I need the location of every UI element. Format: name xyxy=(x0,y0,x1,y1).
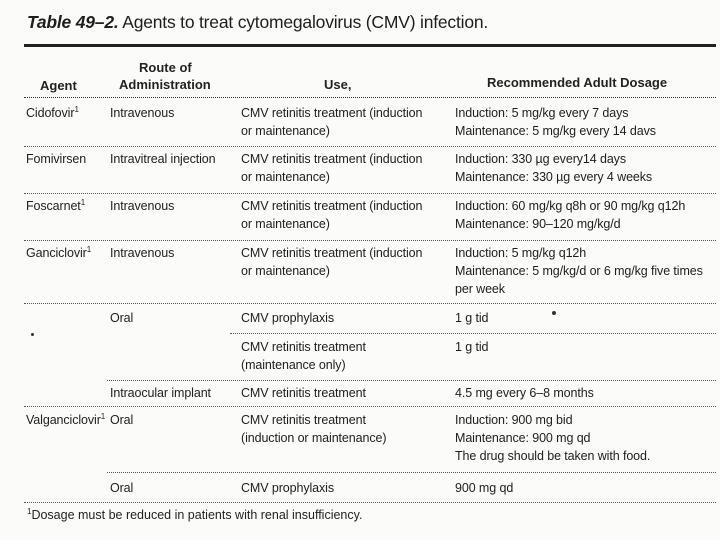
use-line: or maintenance) xyxy=(241,170,330,184)
dosage-line: per week xyxy=(455,282,505,296)
dosage-line: Maintenance: 5 mg/kg/d or 6 mg/kg five times xyxy=(455,264,703,278)
use-line: (induction or maintenance) xyxy=(241,431,387,445)
header-route-line1: Route of xyxy=(139,60,192,75)
use-line: CMV retinitis treatment xyxy=(241,413,366,427)
agent-cell xyxy=(26,197,85,215)
header-dosage: Recommended Adult Dosage xyxy=(487,75,668,90)
use-line: CMV prophylaxis xyxy=(241,311,334,325)
use-line: CMV retinitis treatment (induction xyxy=(241,152,423,166)
dosage-line: Maintenance: 330 µg every 4 weeks xyxy=(455,170,653,184)
use-line: CMV retinitis treatment xyxy=(241,340,366,354)
use-line: CMV retinitis treatment xyxy=(241,386,366,400)
top-rule xyxy=(24,44,716,47)
use-line: CMV retinitis treatment (induction xyxy=(241,106,423,120)
use-line: CMV retinitis treatment (induction xyxy=(241,199,423,213)
use-line: CMV prophylaxis xyxy=(241,481,334,495)
footnote-text: Dosage must be reduced in patients with renal insufficiency. xyxy=(31,508,363,522)
agent-cell xyxy=(26,411,105,429)
header-agent: Agent xyxy=(40,78,77,93)
agent-name: Foscarnet xyxy=(26,199,81,213)
table-caption: Agents to treat cytomegalovirus (CMV) infection. xyxy=(122,12,489,32)
agent-footnote-mark: 1 xyxy=(74,104,79,114)
agent-cell xyxy=(26,104,79,122)
use-line: or maintenance) xyxy=(241,264,330,278)
dosage-line: Induction: 330 µg every14 days xyxy=(455,152,626,166)
row-separator xyxy=(24,240,716,241)
agent-name: Valganciclovir xyxy=(26,413,101,427)
route-cell: Intravenous xyxy=(110,246,175,260)
agent-name: Fomivirsen xyxy=(26,152,87,166)
agent-name: Ganciclovir xyxy=(26,246,87,260)
row-separator xyxy=(24,193,716,194)
dosage-line: Maintenance: 900 mg qd xyxy=(455,431,591,445)
route-cell: Oral xyxy=(110,311,134,325)
row-separator xyxy=(24,303,716,304)
row-separator xyxy=(230,333,716,334)
use-line: or maintenance) xyxy=(241,217,330,231)
agent-cell xyxy=(26,150,86,168)
dosage-line: The drug should be taken with food. xyxy=(455,449,651,463)
use-line: or maintenance) xyxy=(241,124,330,138)
dosage-line: Induction: 5 mg/kg q12h xyxy=(455,246,587,260)
dosage-line: 4.5 mg every 6–8 months xyxy=(455,386,594,400)
dosage-line: Induction: 5 mg/kg every 7 days xyxy=(455,106,629,120)
route-cell: Intravenous xyxy=(110,199,175,213)
footnote-mark: 1 xyxy=(27,506,32,516)
header-rule xyxy=(24,97,716,99)
stray-mark xyxy=(31,333,34,336)
agent-footnote-mark: 1 xyxy=(86,244,92,254)
dosage-line: 1 g tid xyxy=(455,311,489,325)
agent-cell xyxy=(26,244,91,262)
dosage-line: Maintenance: 5 mg/kg every 14 davs xyxy=(455,124,656,138)
use-line: (maintenance only) xyxy=(241,358,346,372)
dosage-line: 900 mg qd xyxy=(455,481,514,495)
dosage-line: Maintenance: 90–120 mg/kg/d xyxy=(455,217,621,231)
route-cell: Oral xyxy=(110,481,134,495)
header-route-line2: Administration xyxy=(119,77,211,92)
header-use: Use, xyxy=(324,77,352,92)
table-number: Table 49–2. xyxy=(27,12,119,32)
row-separator xyxy=(24,146,716,147)
stray-mark xyxy=(552,311,556,315)
dosage-line: 1 g tid xyxy=(455,340,489,354)
agent-footnote-mark: 1 xyxy=(100,411,106,421)
agent-footnote-mark: 1 xyxy=(80,197,86,207)
row-separator xyxy=(24,406,716,407)
dosage-line: Induction: 60 mg/kg q8h or 90 mg/kg q12h xyxy=(455,199,686,213)
row-separator xyxy=(107,380,716,381)
route-cell: Intravitreal injection xyxy=(110,152,216,166)
footnote xyxy=(27,508,362,522)
row-separator xyxy=(24,502,716,503)
agent-name: Cidofovir xyxy=(26,106,75,120)
route-cell: Intraocular implant xyxy=(110,386,211,400)
route-cell: Intravenous xyxy=(110,106,175,120)
row-separator xyxy=(107,472,716,473)
table-title xyxy=(27,12,488,33)
dosage-line: Induction: 900 mg bid xyxy=(455,413,573,427)
route-cell: Oral xyxy=(110,413,134,427)
use-line: CMV retinitis treatment (induction xyxy=(241,246,423,260)
